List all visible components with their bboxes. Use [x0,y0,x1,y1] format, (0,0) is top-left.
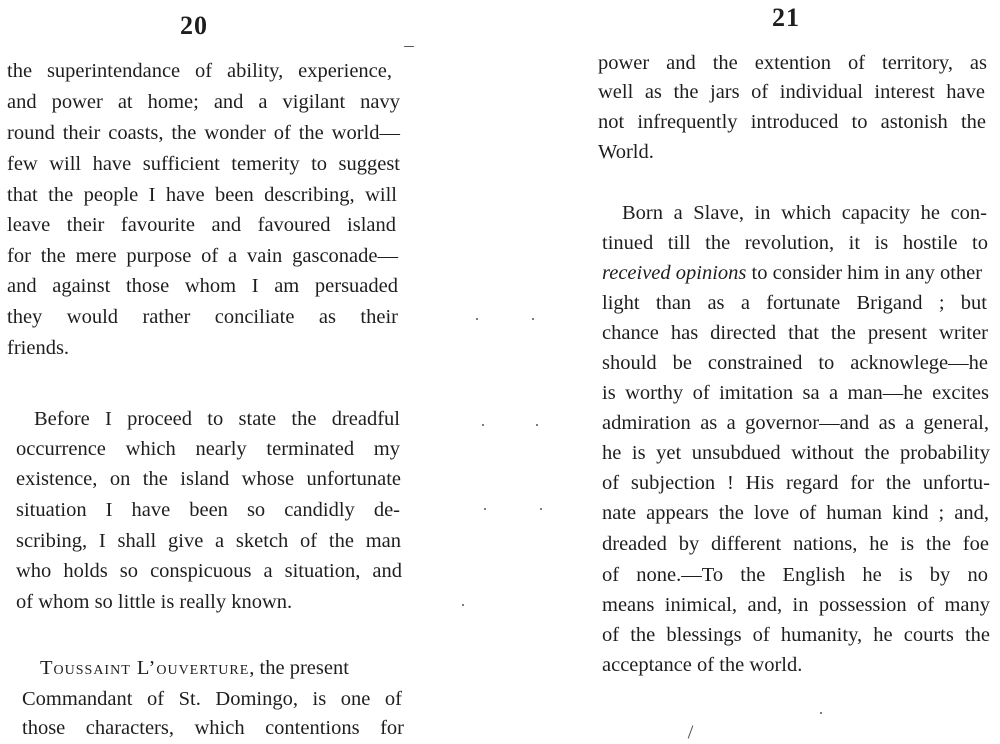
left-p2-line-7: of whom so little is really known. [16,591,293,613]
left-p1-line-10: friends. [7,337,70,359]
gutter-speck [532,318,534,320]
right-p2-line-7: is worthy of imitation sa a man—he excites [602,382,989,404]
left-p2-line-4: situation I have been so candidly de- [16,499,400,521]
right-p2-line-8: admiration as a governor—and as a general, [602,412,989,434]
left-p3-line-1-rest: , the present [249,657,349,679]
right-page-number: 21 [772,3,800,32]
left-p3-line-2: Commandant of St. Domingo, is one of [22,688,402,710]
right-p2-line-15: of the blessings of humanity, he courts the [602,624,990,646]
left-p3-line-1 [40,653,349,683]
right-p1-line-2: well as the jars of individual interest have [598,81,985,103]
right-page [580,0,1000,744]
right-p1-line-1: power and the extention of territory, as [598,52,987,74]
left-p3-line-3: those characters, which contentions for [22,717,404,739]
gutter-speck [540,508,542,510]
left-p1-line-4: few will have sufficient temerity to suggest [7,153,400,175]
left-p2-line-6: who holds so conspicuous a situation, and [16,560,402,582]
gutter-speck [536,424,538,426]
gutter-speck [484,508,486,510]
toussaint-name: Toussaint L’ouverture [40,657,250,679]
right-p2-line-10: of subjection ! His regard for the unfortu- [602,472,990,494]
gutter-speck [476,318,478,320]
left-page [0,0,420,744]
left-page-number: 20 [180,11,208,40]
right-p1-line-3: not infrequently introduced to astonish the [598,111,986,133]
received-opinions-italic: received opinions [602,262,747,284]
right-p2-line-3 [602,258,982,288]
left-p1-line-9: they would rather conciliate as their [7,306,398,328]
left-p1-line-1: the superintendance of ability, experience, [7,60,392,82]
right-p1-line-4: World. [598,141,654,163]
gutter-speck [482,424,484,426]
left-p2-line-5: scribing, I shall give a sketch of the man [16,530,401,552]
margin-speck [820,712,822,714]
right-p2-line-11: nate appears the love of human kind ; and, [602,502,989,524]
left-p1-line-7: for the mere purpose of a vain gasconade— [7,245,398,267]
right-p2-line-16: acceptance of the world. [602,654,803,676]
right-p2-line-12: dreaded by different nations, he is the foe [602,533,989,555]
right-p2-line-2: tinued till the revolution, it is hostile to [602,232,988,254]
left-p1-line-3: round their coasts, the wonder of the world— [7,122,400,144]
right-p2-line-3-rest: to consider him in any other [746,262,983,284]
left-p2-line-1: Before I proceed to state the dreadful [34,408,400,430]
left-p1-line-2: and power at home; and a vigilant navy [7,91,400,113]
left-p1-line-8: and against those whom I am persuaded [7,275,398,297]
right-p2-line-9: he is yet unsubdued without the probability [602,442,990,464]
left-p1-line-5: that the people I have been describing, will [7,184,397,206]
right-p2-line-5: chance has directed that the present writer [602,322,988,344]
right-p2-line-4: light than as a fortunate Brigand ; but [602,292,987,314]
right-p2-line-13: of none.—To the English he is by no [602,564,988,586]
right-p2-line-1: Born a Slave, in which capacity he con- [622,202,987,224]
margin-speck [404,46,414,47]
right-p2-line-14: means inimical, and, in possession of many [602,594,990,616]
left-p1-line-6: leave their favourite and favoured island [7,214,396,236]
gutter-speck [462,604,464,606]
right-p2-line-6: should be constrained to acknowlege—he [602,352,988,374]
left-p2-line-3: existence, on the island whose unfortunate [16,468,401,490]
left-p2-line-2: occurrence which nearly terminated my [16,438,400,460]
